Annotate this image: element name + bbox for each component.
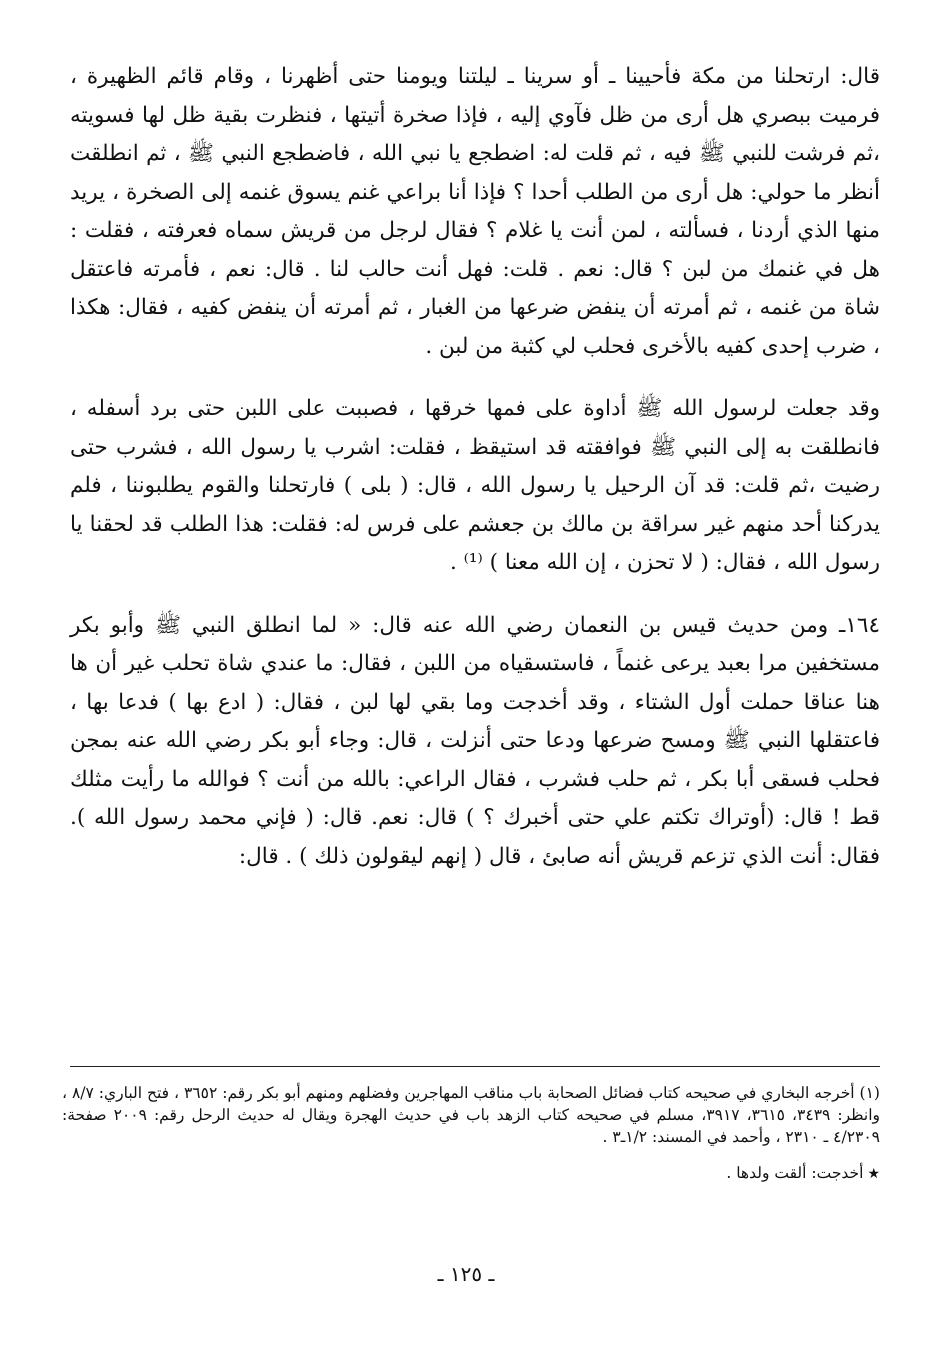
footnote-star	[62, 1162, 880, 1185]
paragraph-milk-for-prophet: وقد جعلت لرسول الله ﷺ أداوة على فمها خرقها ، فصببت على اللبن حتى برد أسفله ، فانطلقت به إلى النبي ﷺ فوافقته قد استيقظ ، فقلت: اشرب يا رسول الله ، فشرب حتى رضيت ،ثم قلت: قد آن الرحيل يا رسول الله ، قال: ( بلى ) فارتحلنا والقوم يطلبوننا ، فلم يدركنا أحد منهم غير سراقة بن مالك بن جعشم على فرس له: فقلت: هذا الطلب قد لحقنا يا رسول الله ، فقال: ( لا تحزن ، إن الله معنا ) ⁽¹⁾ .	[70, 396, 880, 575]
main-text-block	[70, 58, 880, 876]
paragraph-hadith-164: ١٦٤ـ ومن حديث قيس بن النعمان رضي الله عنه قال: « لما انطلق النبي ﷺ وأبو بكر مستخفين مرا بعبد يرعى غنماً ، فاستسقياه من اللبن ، فقال: ما عندي شاة تحلب غير أن ها هنا عناقا حملت أول الشتاء ، وقد أخدجت وما بقي لها لبن ، فقال: ( ادع بها ) فدعا بها ، فاعتقلها النبي ﷺ ومسح ضرعها ودعا حتى أنزلت ، قال: وجاء أبو بكر رضي الله عنه بمجن فحلب فسقى أبا بكر ، ثم حلب فشرب ، فقال الراعي: بالله من أنت ؟ فوالله ما رأيت مثلك قط ! قال: (أوتراك تكتم علي حتى أخبرك ؟ ) قال: نعم. قال: ( فإني محمد رسول الله ). فقال: أنت الذي تزعم قريش أنه صابئ ، قال ( إنهم ليقولون ذلك ) . قال:	[70, 612, 880, 869]
star-icon: ★	[867, 1166, 880, 1182]
footnote-divider	[70, 1066, 880, 1067]
page-number: ـ ١٢٥ ـ	[437, 1262, 495, 1286]
footnote-1: (١) أخرجه البخاري في صحيحه كتاب فضائل الصحابة باب مناقب المهاجرين وفضلهم ومنهم أبو بكر رقم: ٣٦٥٢ ، فتح الباري: ٨/٧ ، وانظر: ٣٤٣٩، ٣٦١٥، ٣٩١٧، مسلم في صحيحه كتاب الزهد باب في حديث الهجرة ويقال له حديث الرحل رقم: ٢٠٠٩ صفحة: ٤/٢٣٠٩ ـ ٢٣١٠ ، وأحمد في المسند: ١/٢ـ٣ .	[62, 1084, 881, 1146]
paragraph-hijra-narration: قال: ارتحلنا من مكة فأحيينا ـ أو سرينا ـ ليلتنا ويومنا حتى أظهرنا ، وقام قائم الظهيرة ، فرميت ببصري هل أرى من ظل فآوي إليه ، فإذا صخرة أتيتها ، فنظرت بقية ظل لها فسويته ،ثم فرشت للنبي ﷺ فيه ، ثم قلت له: اضطجع يا نبي الله ، فاضطجع النبي ﷺ ، ثم انطلقت أنظر ما حولي: هل أرى من الطلب أحدا ؟ فإذا أنا براعي غنم يسوق غنمه إلى الصخرة ، يريد منها الذي أردنا ، فسألته ، لمن أنت يا غلام ؟ فقال لرجل من قريش سماه فعرفته ، فقلت : هل في غنمك من لبن ؟ قال: نعم . قلت: فهل أنت حالب لنا . قال: نعم ، فأمرته فاعتقل شاة من غنمه ، ثم أمرته أن ينفض ضرعها من الغبار ، ثم أمرته أن ينفض كفيه ، فقال: هكذا ، ضرب إحدى كفيه بالأخرى فحلب لي كثبة من لبن .	[70, 64, 880, 359]
footnote-star-text: أخدجت: ألقت ولدها .	[726, 1164, 864, 1182]
footnotes-block	[62, 1082, 880, 1185]
